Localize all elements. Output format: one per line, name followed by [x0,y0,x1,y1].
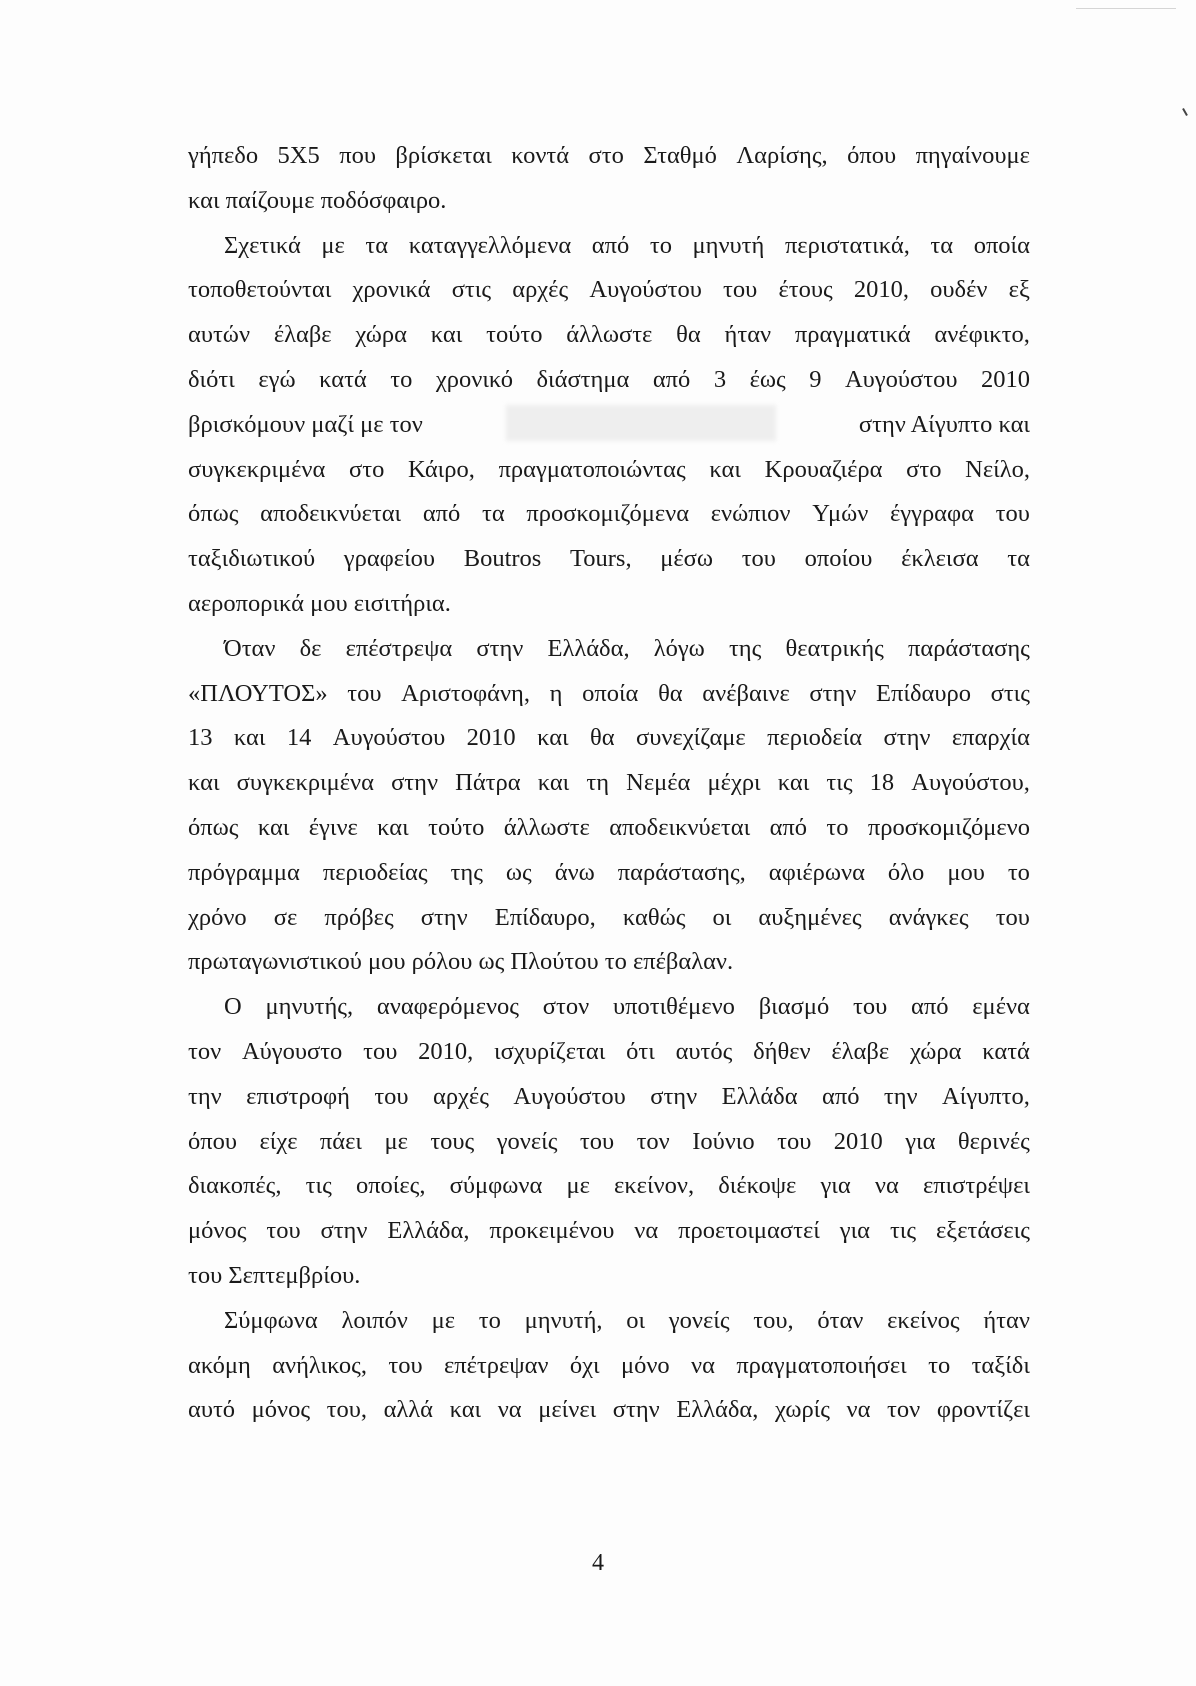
word: ταξιδιωτικού [188,545,316,573]
word: του [995,903,1030,931]
word: μηνυτή, [524,1306,603,1334]
word: τις [305,1172,332,1200]
word: μηνυτή [692,231,765,259]
word: στο [906,455,942,483]
word: τούτο [428,813,485,841]
word: το [826,813,849,841]
word: από [591,231,630,259]
word: οποία [973,231,1030,259]
word: του [995,500,1030,528]
word: περιοδείας [322,858,428,886]
word: Επίδαυρο [876,679,971,707]
word: τον [636,1127,670,1155]
word: και [709,455,741,483]
word: τοποθετούνται [188,276,332,304]
word: με [566,1172,590,1200]
word: ανέβαινε [702,679,790,707]
word: Κάιρο, [408,455,475,483]
word: και [188,769,220,797]
word: Αυγούστου [844,365,958,393]
word: έγινε [308,813,358,841]
word: παράστασης, [617,858,746,886]
word: εμένα [972,993,1030,1021]
word: οποία [582,679,639,707]
word: καταγγελλόμενα [408,231,572,259]
paragraph-first-line [188,1299,1030,1344]
text-line [188,851,1030,896]
text-line [188,492,1030,537]
word: επιστροφή [246,1082,350,1110]
word: διότι [188,365,235,393]
word: το [478,1306,501,1334]
paragraph-first-line [188,627,1030,672]
word: η [549,679,563,707]
text-line: πρωταγωνιστικού μου ρόλου ως Πλούτου το επέβαλαν. [188,948,734,976]
word: τις [889,1217,917,1245]
word: τα [1007,545,1030,573]
word: Κρουαζιέρα [764,455,883,483]
word: και [449,1396,482,1424]
word: ανήλικος, [272,1351,367,1379]
word: 3 [713,365,727,393]
word: Ελλάδα, [387,1217,470,1245]
text-line: και παίζουμε ποδόσφαιρο. [188,186,447,214]
word: τα [930,231,954,259]
page-number: 4 [592,1550,604,1576]
word: επέτρεψαν [443,1351,549,1379]
word: αποδεικνύεται [609,813,751,841]
word: Αίγυπτο, [942,1082,1030,1110]
word: περιστατικά, [784,231,910,259]
word: από [422,500,461,528]
text-line [188,134,1030,179]
word: Όταν [224,634,276,662]
word: και [377,813,409,841]
word: φροντίζει [936,1396,1030,1424]
text-line [188,1344,1030,1389]
text-line [188,806,1030,851]
word: και [430,321,463,349]
word: πραγματοποιήσει [736,1351,907,1379]
word: ως [505,858,532,886]
word: Ελλάδα, [547,634,630,662]
word: οι [712,903,732,931]
text-line: αεροπορικά μου εισιτήρια. [188,589,451,617]
word: Αυγούστου, [911,769,1030,797]
word: να [846,1396,871,1424]
word: Αύγουστο [241,1037,343,1065]
word: χρονικό [435,365,513,393]
word: Λαρίσης, [736,142,828,169]
word: Σχετικά [224,231,301,259]
word: επαρχία [951,724,1030,752]
word: άλλωστε [566,321,653,349]
word: εξ [1008,276,1030,304]
word: Πάτρα [455,769,521,797]
word: βρίσκεται [395,142,492,169]
word: επέστρεψα [345,634,453,662]
word: και [777,769,810,797]
word: 13 [188,724,213,752]
word: θερινές [957,1127,1030,1155]
word: μόνος [251,1396,311,1424]
text-line: του Σεπτεμβρίου. [188,1261,361,1289]
word: ήταν [983,1306,1030,1334]
word: ανέφικτο, [934,321,1030,349]
word: θεατρικής [785,634,884,662]
word: όπου [188,1127,237,1155]
word: το [928,1351,951,1379]
text-line [188,1030,1030,1075]
word: στον [542,993,590,1021]
word: για [839,1217,871,1245]
word: χωρίς [774,1396,830,1424]
word: σε [273,903,298,931]
word: στην [612,1396,660,1424]
word: του [723,276,758,304]
word: του [777,1127,812,1155]
word: κοντά [511,142,570,169]
word: με [384,1127,408,1155]
word: πραγματικά [794,321,911,349]
word: μέχρι [707,769,761,797]
word: μέσω [660,545,714,573]
text-line [188,358,1030,403]
text-line [188,268,1030,313]
word: τη [586,769,610,797]
word: το [649,231,672,259]
word: στην [391,769,439,797]
word: αρχές [512,276,569,304]
word: αποδεικνύεται [260,500,402,528]
word: 2010, [418,1037,474,1065]
word: από [911,993,949,1021]
text-line [188,537,1030,582]
word: λοιπόν [341,1306,408,1334]
word: θα [658,679,683,707]
word: μόνος [188,1217,247,1245]
word: για [820,1172,851,1200]
word: την [883,1082,918,1110]
scan-corner-mark [1076,0,1176,9]
word: χρόνο [188,903,247,931]
paragraph-first-line [188,224,1030,269]
word: του [374,1082,409,1110]
word: και [233,724,266,752]
word: του, [753,1306,794,1334]
word: αρχές [432,1082,489,1110]
word: 2010 [466,724,516,752]
word: όταν [817,1306,864,1334]
word: και [537,769,570,797]
word: ισχυρίζεται [494,1037,606,1065]
word: Νεμέα [626,769,691,797]
word: γονείς [496,1127,558,1155]
word: θα [676,321,701,349]
text-line [188,448,1030,493]
word: όλο [887,858,925,886]
word: 5Χ5 [277,142,320,169]
word: στο [588,142,624,169]
word: κατά [982,1037,1030,1065]
word: καθώς [622,903,686,931]
word: αυξημένες [758,903,862,931]
word: Αυγούστου [513,1082,626,1110]
word: προσκομιζόμενα [526,500,690,528]
word: για [905,1127,936,1155]
word: όπως [188,813,239,841]
word: το [1007,858,1030,886]
word: της [450,858,483,886]
word: συνεχίζαμε [636,724,746,752]
word: στις [990,679,1030,707]
word: 2010 [980,365,1030,393]
word: να [497,1396,522,1424]
word: στην [420,903,468,931]
word: να [874,1172,899,1200]
word: άνω [554,858,595,886]
word: όπου [847,142,897,169]
word: στην [809,679,857,707]
word: διάστημα [536,365,630,393]
word: εκείνον, [614,1172,695,1200]
word: του [741,545,776,573]
word: να [634,1217,659,1245]
word: από [821,1082,860,1110]
word: Νείλο, [965,455,1030,483]
word: έλαβε [831,1037,890,1065]
word: προκειμένου [489,1217,615,1245]
word: έως [749,365,786,393]
word: «ΠΛΟΥΤΟΣ» [188,679,328,707]
text-line [188,716,1030,761]
word: επιστρέψει [922,1172,1030,1200]
word: που [339,142,376,169]
word: του [579,1127,615,1155]
word: πραγματοποιώντας [498,455,686,483]
word: του [853,993,888,1021]
word: πρόβες [324,903,394,931]
word: ουδέν [930,276,988,304]
word: ταξίδι [971,1351,1030,1379]
word: της [728,634,762,662]
word: στην [320,1217,368,1245]
word: Ελλάδα, [676,1396,759,1424]
word: μηνυτής, [265,993,354,1021]
text-line [188,896,1030,941]
word: δε [299,634,322,662]
word: κατά [319,365,367,393]
text-fragment: βρισκόμουν μαζί με τον [188,410,423,438]
word: Ιούνιο [692,1127,755,1155]
word: θα [590,724,615,752]
word: πηγαίνουμε [915,142,1030,169]
word: 2010 [833,1127,883,1155]
word: του, [326,1396,367,1424]
word: τούτο [486,321,543,349]
word: Ο [224,993,242,1021]
word: χώρα [909,1037,962,1065]
word: Αυγούστου [589,276,702,304]
text-line [188,313,1030,358]
word: παράστασης [908,634,1030,662]
word: Σταθμό [643,142,717,169]
word: πρόγραμμα [188,858,300,886]
word: να [691,1351,715,1379]
word: αυτός [675,1037,733,1065]
word: εκείνος [887,1306,960,1334]
word: προετοιμαστεί [678,1217,820,1245]
word: Σύμφωνα [224,1306,318,1334]
word: λόγω [653,634,705,662]
word: από [769,813,808,841]
word: χρονικά [352,276,431,304]
text-line [188,1120,1030,1165]
word: πάει [319,1127,363,1155]
word: όχι [569,1351,600,1379]
word: στην [883,724,931,752]
body-text [188,134,1030,1433]
word: μόνο [620,1351,670,1379]
word: του [347,679,382,707]
redacted-name [506,405,776,441]
word: ήταν [724,321,772,349]
word: εγώ [258,365,296,393]
word: βιασμό [758,993,830,1021]
word: ανάγκες [888,903,969,931]
word: γήπεδο [188,142,259,169]
word: αφιέρωνα [768,858,865,886]
word: οποίου [804,545,873,573]
text-fragment: στην Αίγυπτο και [858,410,1030,438]
word: οι [626,1306,646,1334]
text-line [188,761,1030,806]
text-line [188,1209,1030,1254]
word: και [537,724,569,752]
word: στις [451,276,492,304]
word: τα [365,231,389,259]
word: είχε [259,1127,298,1155]
word: 9 [809,365,822,393]
word: συγκεκριμένα [188,455,326,483]
word: τα [481,500,505,528]
word: ακόμη [188,1351,251,1379]
word: γονείς [668,1306,730,1334]
word: δήθεν [753,1037,811,1065]
word: άλλωστε [503,813,590,841]
word: με [431,1306,456,1334]
word: εξετάσεις [936,1217,1030,1245]
word: Boutros [463,545,542,573]
word: Αριστοφάνη, [401,679,530,707]
word: διακοπές, [188,1172,282,1200]
text-line [188,1075,1030,1120]
word: αυτό [188,1396,236,1424]
word: του [363,1037,398,1065]
word: Ελλάδα [721,1082,798,1110]
word: χώρα [355,321,407,349]
word: στην [476,634,524,662]
word: γραφείου [343,545,436,573]
word: σύμφωνα [449,1172,543,1200]
word: έγγραφα [890,500,974,528]
word: διέκοψε [718,1172,797,1200]
word: υποτιθέμενο [612,993,735,1021]
word: τις [826,769,853,797]
word: Tours, [570,545,632,573]
word: με [321,231,345,259]
word: ότι [626,1037,655,1065]
word: 2010, [853,276,909,304]
word: οποίες, [355,1172,426,1200]
word: συγκεκριμένα [236,769,374,797]
word: μείνει [538,1396,597,1424]
word: το [390,365,413,393]
word: τον [887,1396,921,1424]
text-line [188,672,1030,717]
word: Αυγούστου [332,724,446,752]
word: προσκομιζόμενο [867,813,1030,841]
word: του [266,1217,301,1245]
word: τους [430,1127,475,1155]
word: από [652,365,691,393]
text-line [188,1388,1030,1433]
word: αυτών [188,321,251,349]
word: στο [349,455,385,483]
word: έτους [778,276,833,304]
paragraph-first-line [188,985,1030,1030]
word: 18 [869,769,895,797]
word: περιοδεία [767,724,863,752]
word: Επίδαυρο, [494,903,596,931]
word: μου [947,858,985,886]
text-line [188,1164,1030,1209]
word: όπως [188,500,239,528]
word: έλαβε [273,321,332,349]
word: 14 [286,724,312,752]
word: ενώπιον [710,500,791,528]
word: αλλά [383,1396,434,1424]
word: Υμών [812,500,869,528]
word: τον [188,1037,222,1065]
word: έκλεισα [901,545,979,573]
word: του [388,1351,423,1379]
word: και [257,813,290,841]
word: την [188,1082,222,1110]
word: στην [650,1082,698,1110]
text-line-with-redaction [188,403,1030,448]
word: αναφερόμενος [376,993,520,1021]
scan-edge-mark [1182,108,1188,116]
